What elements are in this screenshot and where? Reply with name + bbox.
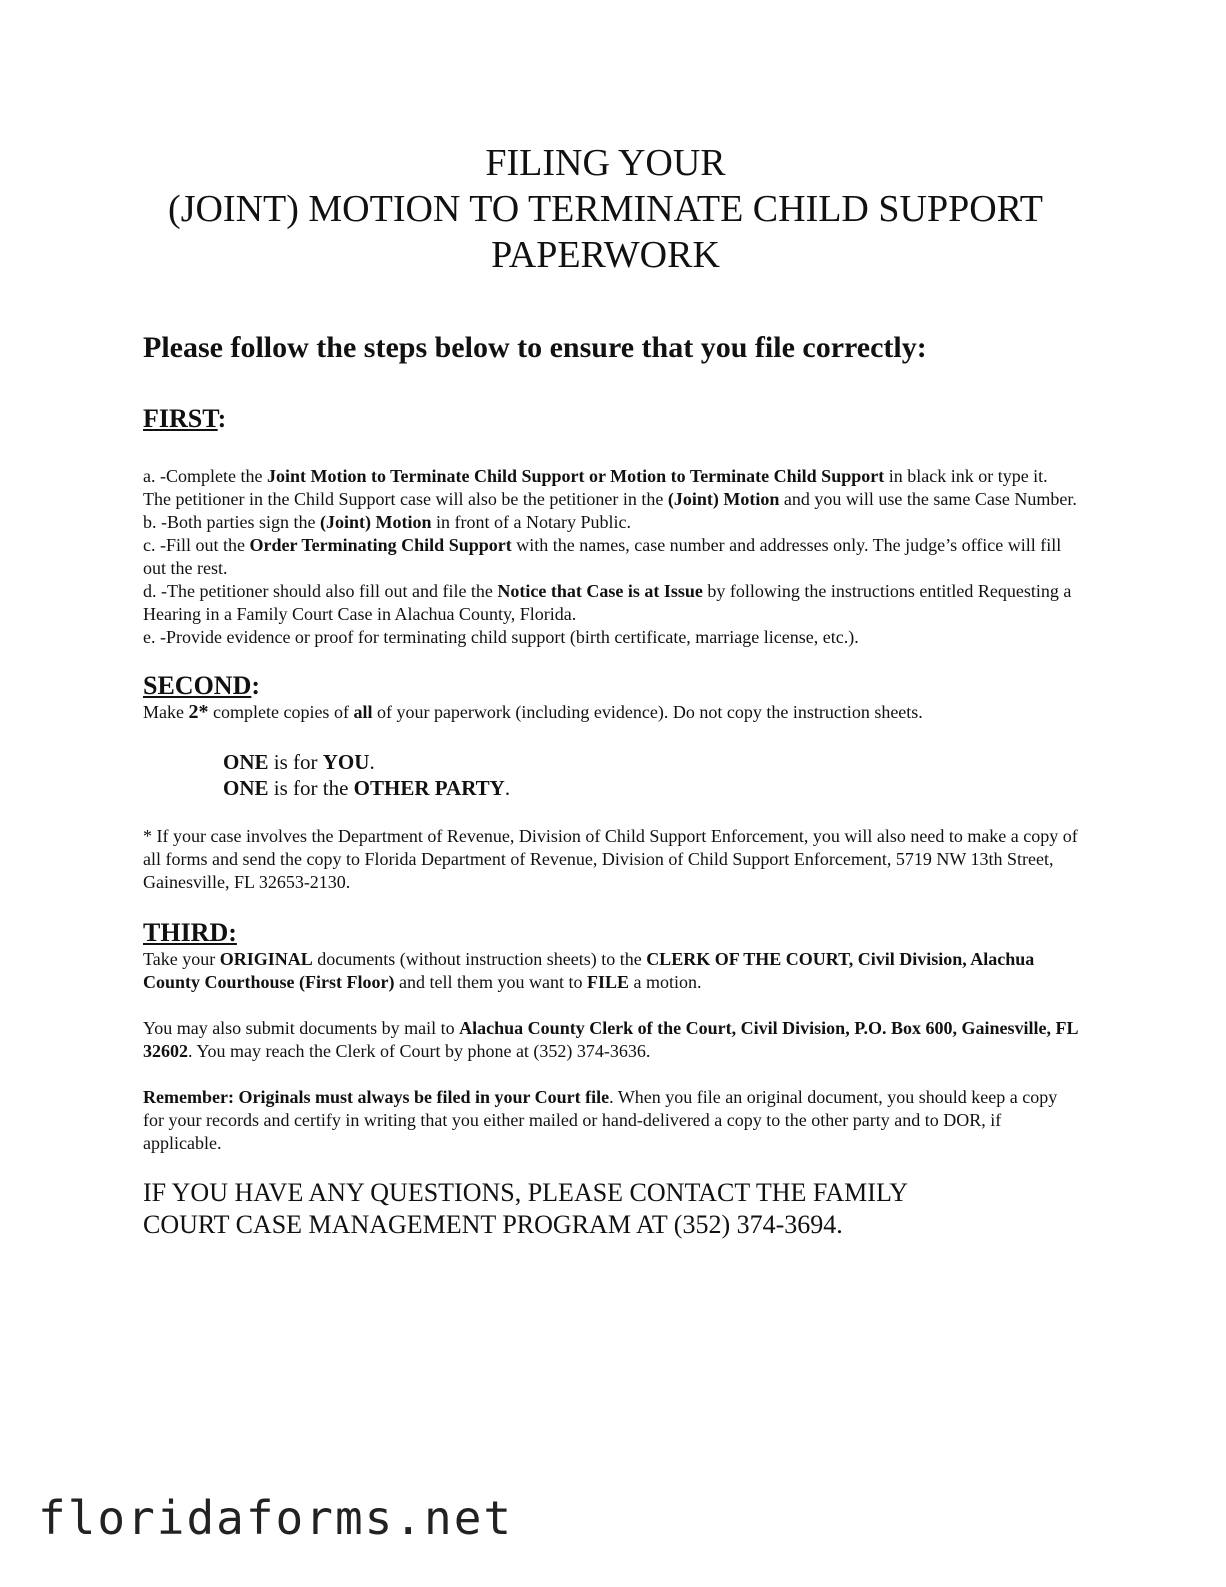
third-p1-text-4: a motion. xyxy=(628,972,702,992)
third-p1-bold-2: CLERK OF THE COURT, Civil Division, Alachua County Courthouse (First Floor) xyxy=(143,949,1035,992)
step-b-bold-1: (Joint) Motion xyxy=(319,512,432,532)
first-heading-colon: : xyxy=(217,404,227,433)
closing-line-2: COURT CASE MANAGEMENT PROGRAM AT (352) 374-3694. xyxy=(143,1210,843,1239)
copy-for-other-period: . xyxy=(504,776,511,800)
second-section xyxy=(143,671,1078,894)
step-b-text-1: b. -Both parties sign the xyxy=(143,512,320,532)
third-p2-bold-1: Alachua County Clerk of the Court, Civil Division, P.O. Box 600, Gainesville, FL 32602 xyxy=(143,1018,1078,1061)
copy-for-you-text: is for xyxy=(268,750,323,774)
copy-for-other-text: is for the xyxy=(268,776,354,800)
third-p2-text-1: You may also submit documents by mail to xyxy=(143,1018,460,1038)
step-b-text-2: in front of a Notary Public. xyxy=(431,512,631,532)
step-a-bold-1: Joint Motion to Terminate Child Support or Motion to Terminate Child Support xyxy=(266,466,885,486)
third-heading: THIRD: xyxy=(143,918,237,947)
step-a-text-3: and you will use the same Case Number. xyxy=(779,489,1077,509)
document-page xyxy=(143,140,1078,1241)
copy-for-you-one: ONE xyxy=(223,750,269,774)
first-heading-text: FIRST xyxy=(143,404,218,433)
dor-footnote: * If your case involves the Department of Revenue, Division of Child Support Enforcement, you will also need to make a copy of all forms and send the copy to Florida Department of Revenue, Division of Child Support Enforcement, 5719 NW 13th Street, Gainesville, FL 32653-2130. xyxy=(143,826,1078,892)
third-filing-text xyxy=(143,948,1078,994)
step-a-text-1: a. -Complete the xyxy=(143,466,267,486)
second-copies-text xyxy=(143,701,1078,724)
step-a-text-2: in black ink or type it. The petitioner in the Child Support case will also be the petitioner in the xyxy=(143,466,1048,509)
first-section xyxy=(143,404,1078,649)
step-d-text-2: by following the instructions entitled Requesting a Hearing in a Family Court Case in Alachua County, Florida. xyxy=(143,581,1072,624)
first-step-d xyxy=(143,580,1078,626)
third-p3-bold-1: Remember: Originals must always be filed in your Court file xyxy=(143,1087,610,1107)
third-p1-bold-1: ORIGINAL xyxy=(219,949,313,969)
second-text-1: Make xyxy=(143,702,189,722)
copy-for-other-target: OTHER PARTY xyxy=(353,776,505,800)
closing-line-1: IF YOU HAVE ANY QUESTIONS, PLEASE CONTACT THE FAMILY xyxy=(143,1178,908,1207)
third-p1-bold-3: FILE xyxy=(586,972,629,992)
copies-distribution xyxy=(143,749,1078,801)
step-c-text-1: c. -Fill out the xyxy=(143,535,250,555)
third-p1-text-3: and tell them you want to xyxy=(394,972,587,992)
copy-for-you-period: . xyxy=(369,750,375,774)
third-p1-text-1: Take your xyxy=(143,949,220,969)
third-p3-text-1: . When you file an original document, you should keep a copy for your records and certify in writing that you either mailed or hand-delivered a copy to the other party and to DOR, if applicable. xyxy=(143,1087,1058,1153)
third-p1-text-2: documents (without instruction sheets) to the xyxy=(312,949,647,969)
instructions-subtitle: Please follow the steps below to ensure that you file correctly: xyxy=(143,331,927,364)
copy-for-other-one: ONE xyxy=(223,776,269,800)
second-heading-text: SECOND xyxy=(143,671,252,700)
step-c-text-2: with the names, case number and addresses only. The judge’s office will fill out the rest. xyxy=(143,535,1062,578)
second-heading xyxy=(143,671,1078,701)
copy-for-you xyxy=(223,749,1078,775)
title-line-2: (JOINT) MOTION TO TERMINATE CHILD SUPPORT xyxy=(168,188,1043,230)
step-d-bold-1: Notice that Case is at Issue xyxy=(497,581,703,601)
first-heading xyxy=(143,404,1078,434)
copy-for-you-target: YOU xyxy=(322,750,370,774)
first-step-a xyxy=(143,465,1078,511)
third-section xyxy=(143,918,1078,1155)
second-text-2: complete copies of xyxy=(208,702,354,722)
first-steps-list xyxy=(143,465,1078,649)
third-p2-text-2: . You may reach the Clerk of Court by phone at (352) 374-3636. xyxy=(188,1041,651,1061)
second-text-3: of your paperwork (including evidence). Do not copy the instruction sheets. xyxy=(372,702,923,722)
step-c-bold-1: Order Terminating Child Support xyxy=(249,535,512,555)
copies-count: 2* xyxy=(188,701,209,723)
step-d-text-1: d. -The petitioner should also fill out and file the xyxy=(143,581,498,601)
third-remember-text xyxy=(143,1086,1078,1155)
title-line-1: FILING YOUR xyxy=(485,142,726,184)
closing-contact xyxy=(143,1177,1078,1241)
first-step-e xyxy=(143,626,1078,649)
document-title xyxy=(143,140,1068,278)
first-step-c xyxy=(143,534,1078,580)
step-e-text-1: e. -Provide evidence or proof for terminating child support (birth certificate, marriage license, etc.). xyxy=(143,627,859,647)
copy-for-other-party xyxy=(223,775,1078,801)
first-step-b xyxy=(143,511,1078,534)
second-heading-colon: : xyxy=(251,671,261,700)
step-a-bold-2: (Joint) Motion xyxy=(667,489,780,509)
third-mail-text xyxy=(143,1017,1078,1063)
site-watermark: floridaforms.net xyxy=(38,1491,514,1545)
title-line-3: PAPERWORK xyxy=(491,234,720,276)
second-bold-all: all xyxy=(353,702,373,722)
